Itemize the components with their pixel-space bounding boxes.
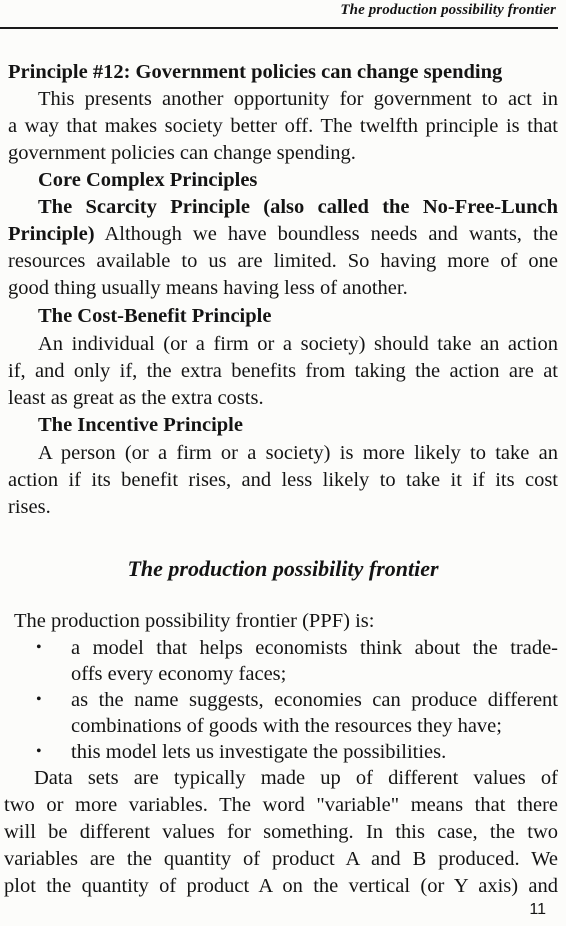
ppf-intro: The production possibility frontier (PPF) is: xyxy=(14,610,375,632)
principle-12-text-line: government policies can change spending. xyxy=(8,142,356,164)
cost-benefit-text-line: if, and only if, the extra benefits from taking the action are at xyxy=(8,360,558,382)
cost-benefit-heading: The Cost-Benefit Principle xyxy=(38,305,272,327)
incentive-heading: The Incentive Principle xyxy=(38,414,243,436)
incentive-text-line: rises. xyxy=(8,496,51,518)
ppf-paragraph-line: plot the quantity of product A on the vertical (or Y axis) and xyxy=(4,875,558,897)
cost-benefit-text-line: least as great as the extra costs. xyxy=(8,387,264,409)
principle-12-text-line: This presents another opportunity for government to act in xyxy=(38,88,558,110)
principle-12-heading: Principle #12: Government policies can change spending xyxy=(8,61,503,83)
incentive-text-line: action if its benefit rises, and less likely to take it if its cost xyxy=(8,469,558,491)
bullet-marker: • xyxy=(36,639,42,656)
ppf-paragraph-line: variables are the quantity of product A and B produced. We xyxy=(4,848,558,870)
incentive-text-line: A person (or a firm or a society) is more likely to take an xyxy=(38,442,558,464)
ppf-paragraph-line: will be different values for something. In this case, the two xyxy=(4,821,558,843)
core-principles-heading: Core Complex Principles xyxy=(38,169,258,191)
bullet-marker: • xyxy=(36,691,42,708)
principle-12-text-line: a way that makes society better off. The twelfth principle is that xyxy=(8,115,558,137)
scarcity-principle-heading: The Scarcity Principle (also called the No-Free-Lunch xyxy=(38,196,558,218)
scarcity-principle-text: Although we have boundless needs and wants, the xyxy=(94,223,558,245)
scarcity-principle-heading-end: Principle) xyxy=(8,223,95,245)
bullet-item-line: offs every economy faces; xyxy=(71,663,287,685)
scarcity-principle-text-line: resources available to us are limited. So having more of one xyxy=(8,250,558,272)
ppf-paragraph-line: Data sets are typically made up of different values of xyxy=(34,767,558,789)
bullet-item-line: a model that helps economists think about the trade- xyxy=(71,637,558,659)
page-number: 11 xyxy=(529,901,546,918)
bullet-item-line: combinations of goods with the resources they have; xyxy=(71,715,502,737)
scarcity-principle-text-line: good thing usually means having less of another. xyxy=(8,277,408,299)
bullet-item-line: this model lets us investigate the possibilities. xyxy=(71,741,447,763)
header-rule xyxy=(0,27,558,29)
bullet-marker: • xyxy=(36,743,42,760)
cost-benefit-text-line: An individual (or a firm or a society) should take an action xyxy=(38,333,558,355)
bullet-item-line: as the name suggests, economies can produce different xyxy=(71,689,558,711)
section-title: The production possibility frontier xyxy=(127,556,439,581)
running-header: The production possibility frontier xyxy=(340,2,556,18)
scarcity-principle-line xyxy=(8,222,558,246)
ppf-paragraph-line: two or more variables. The word "variable" means that there xyxy=(4,794,558,816)
